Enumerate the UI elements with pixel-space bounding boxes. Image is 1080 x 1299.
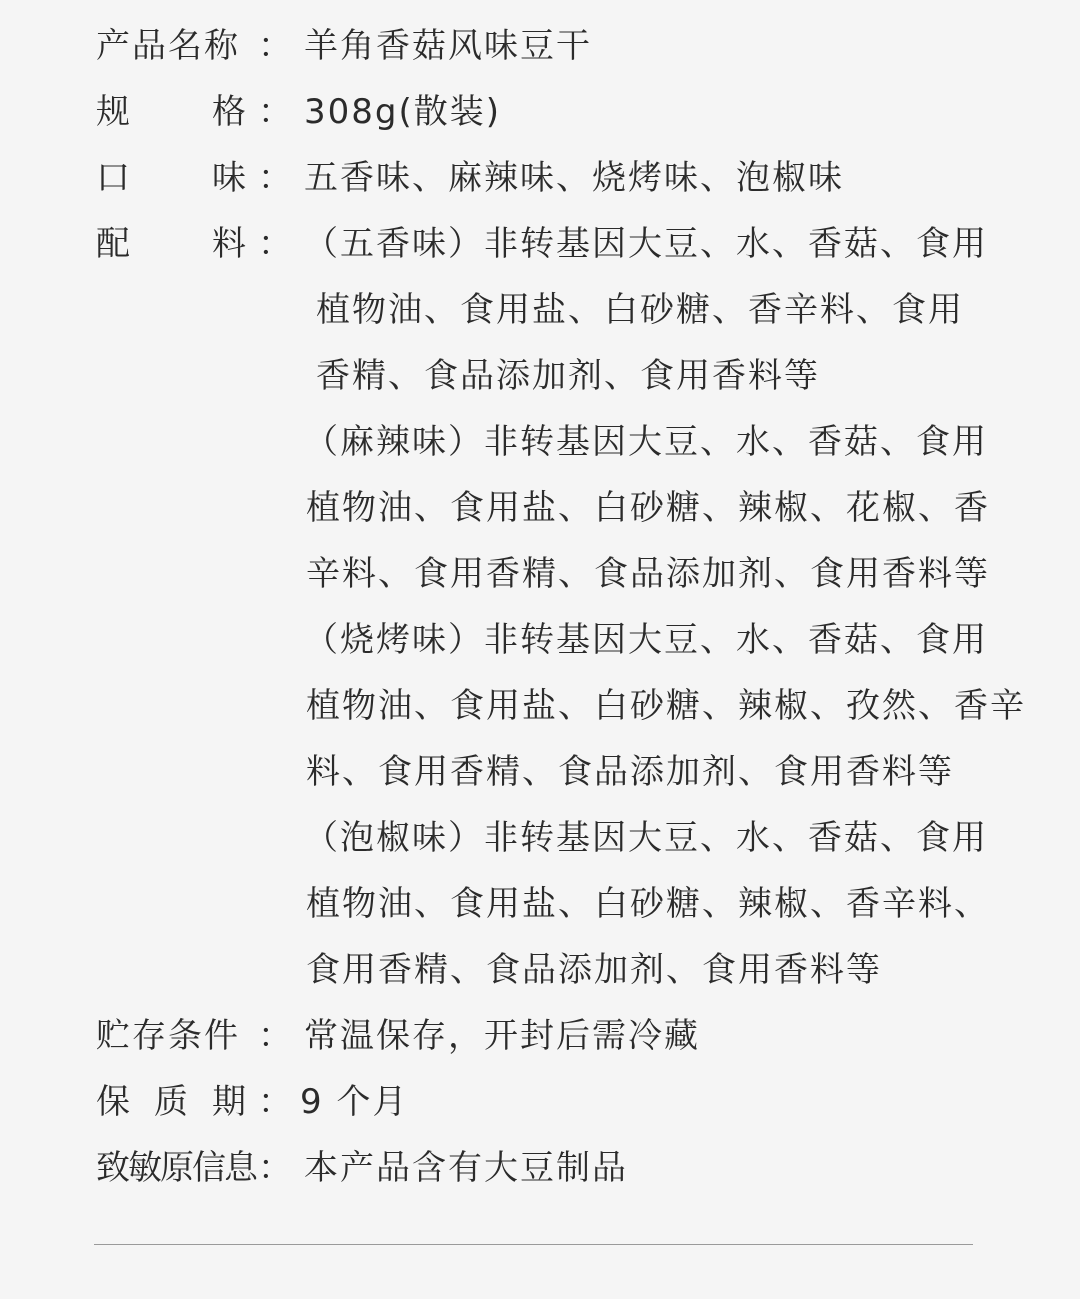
- colon: ：: [258, 224, 294, 264]
- label-specification: 规 格: [96, 92, 246, 132]
- ingredients-wuxiang-line-3: 香精、食品添加剂、食用香料等: [316, 356, 820, 396]
- colon: ：: [258, 1148, 294, 1188]
- ingredients-mala-line-2: 植物油、食用盐、白砂糖、辣椒、花椒、香: [306, 488, 990, 528]
- value-storage: 常温保存，开封后需冷藏: [304, 1016, 700, 1056]
- colon: ：: [258, 158, 294, 198]
- ingredients-paojiao-line-1: （泡椒味）非转基因大豆、水、香菇、食用: [304, 818, 988, 858]
- ingredients-paojiao-line-2: 植物油、食用盐、白砂糖、辣椒、香辛料、: [306, 884, 990, 924]
- label-shelf-life: 保 质 期: [96, 1082, 246, 1122]
- colon: ：: [258, 1016, 294, 1056]
- ingredients-mala-line-3: 辛料、食用香精、食品添加剂、食用香料等: [306, 554, 990, 594]
- label-ingredients: 配 料: [96, 224, 246, 264]
- ingredients-wuxiang-line-2: 植物油、食用盐、白砂糖、香辛料、食用: [316, 290, 964, 330]
- value-flavor: 五香味、麻辣味、烧烤味、泡椒味: [304, 158, 844, 198]
- colon: ：: [258, 1082, 294, 1122]
- label-allergen: 致敏原信息: [96, 1148, 256, 1188]
- divider-line: [94, 1244, 973, 1245]
- value-specification: 308g(散装): [304, 92, 502, 132]
- label-flavor: 口 味: [96, 158, 246, 198]
- ingredients-mala-line-1: （麻辣味）非转基因大豆、水、香菇、食用: [304, 422, 988, 462]
- value-shelf-life: 9 个月: [300, 1082, 409, 1122]
- colon: ：: [258, 92, 294, 132]
- label-product-name: 产品名称: [96, 26, 240, 66]
- ingredients-shaokao-line-2: 植物油、食用盐、白砂糖、辣椒、孜然、香辛: [306, 686, 1026, 726]
- ingredients-paojiao-line-3: 食用香精、食品添加剂、食用香料等: [306, 950, 882, 990]
- value-product-name: 羊角香菇风味豆干: [304, 26, 592, 66]
- colon: ：: [258, 26, 294, 66]
- ingredients-shaokao-line-3: 料、食用香精、食品添加剂、食用香料等: [306, 752, 954, 792]
- label-storage: 贮存条件: [96, 1016, 240, 1056]
- ingredients-shaokao-line-1: （烧烤味）非转基因大豆、水、香菇、食用: [304, 620, 988, 660]
- value-allergen: 本产品含有大豆制品: [304, 1148, 628, 1188]
- ingredients-wuxiang-line-1: （五香味）非转基因大豆、水、香菇、食用: [304, 224, 988, 264]
